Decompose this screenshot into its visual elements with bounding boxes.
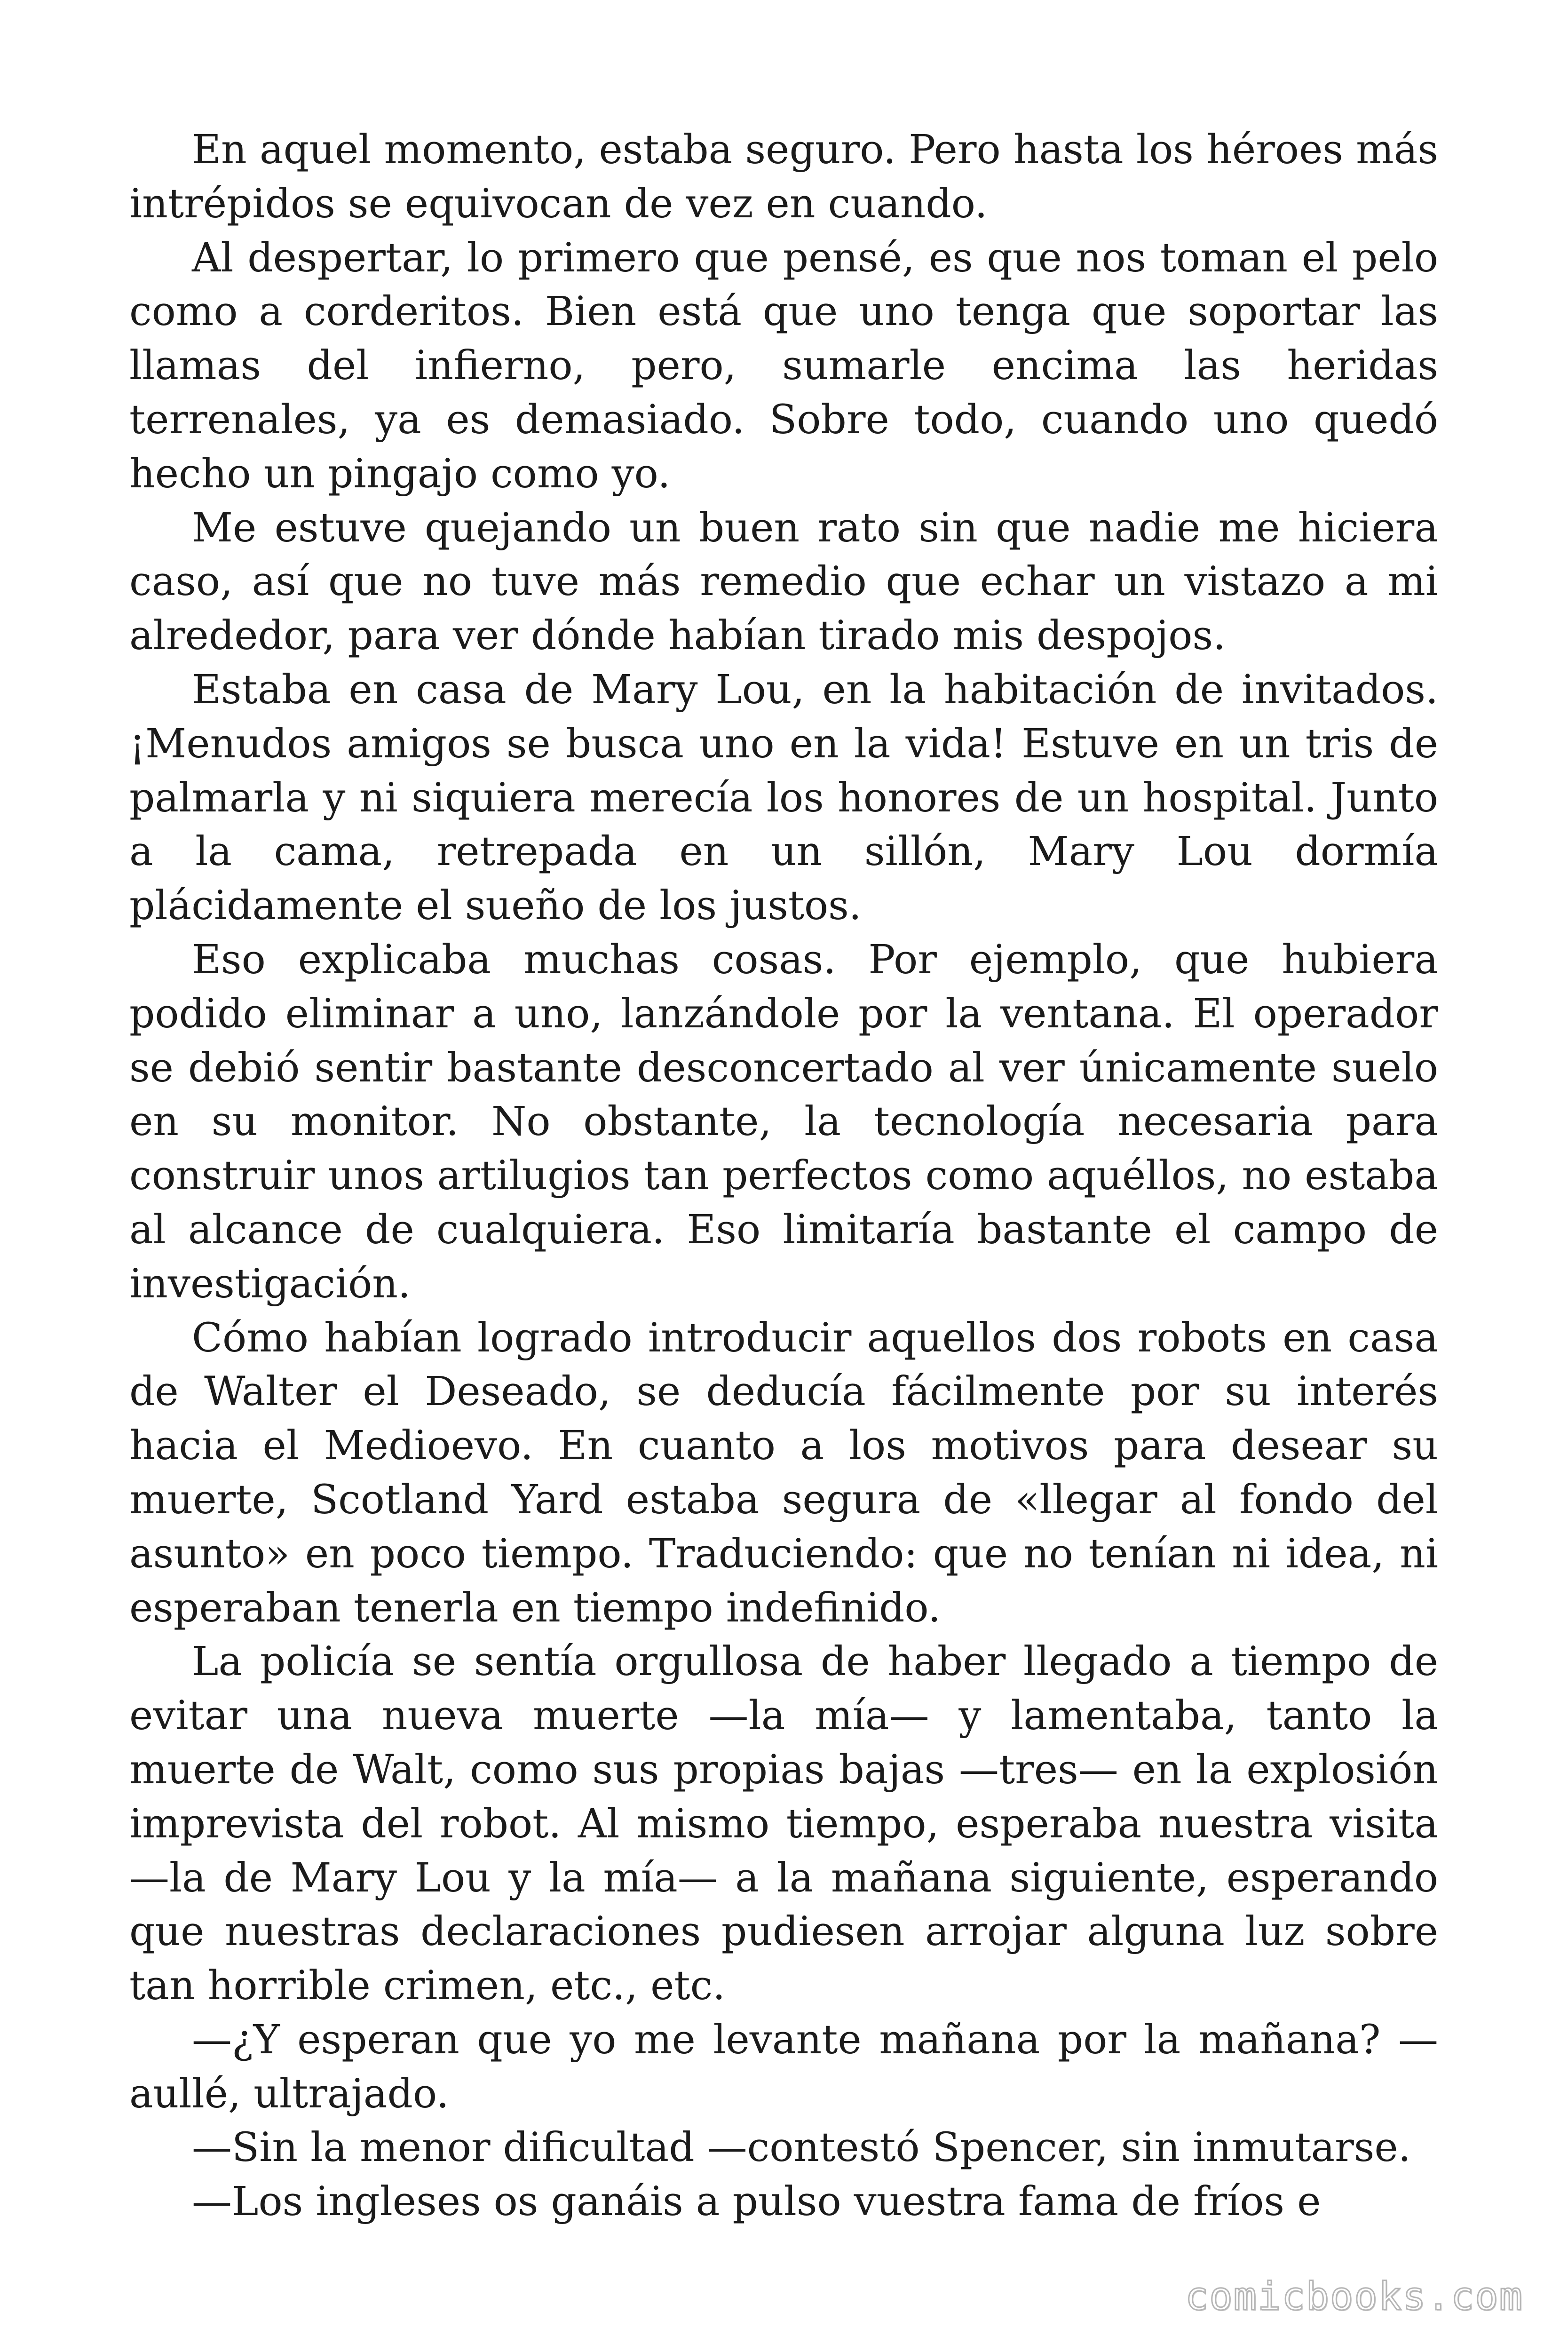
- paragraph: Al despertar, lo primero que pensé, es que nos toman el pelo como a corderitos. Bien está que uno tenga que soportar las llamas del infierno, pero, sumarle encima las heridas terrenales, ya es demasiado. Sobre todo, cuando uno quedó hecho un pingajo como yo.: [129, 234, 1438, 497]
- paragraph: —¿Y esperan que yo me levante mañana por la mañana? —aullé, ultrajado.: [129, 2016, 1438, 2117]
- paragraph: En aquel momento, estaba seguro. Pero hasta los héroes más intrépidos se equivocan de vez en cuando.: [129, 127, 1438, 227]
- page-body: [129, 123, 1438, 2229]
- paragraph: —Los ingleses os ganáis a pulso vuestra fama de fríos e: [192, 2178, 1321, 2225]
- watermark-text: comicbooks.com: [1185, 2274, 1523, 2319]
- paragraph: Estaba en casa de Mary Lou, en la habitación de invitados. ¡Menudos amigos se busca uno en la vida! Estuve en un tris de palmarla y ni siquiera merecía los honores de un hospital. Junto a la cama, retrepada en un sillón, Mary Lou dormía plácidamente el sueño de los justos.: [129, 666, 1438, 930]
- paragraph: Eso explicaba muchas cosas. Por ejemplo, que hubiera podido eliminar a uno, lanzándole por la ventana. El operador se debió sentir bastante desconcertado al ver únicamente suelo en su monitor. No obstante, la tecnología necesaria para construir unos artilugios tan perfectos como aquéllos, no estaba al alcance de cualquiera. Eso limitaría bastante el campo de investigación.: [129, 936, 1438, 1307]
- paragraph: La policía se sentía orgullosa de haber llegado a tiempo de evitar una nueva muerte —la mía— y lamentaba, tanto la muerte de Walt, como sus propias bajas —tres— en la explosión imprevista del robot. Al mismo tiempo, esperaba nuestra visita —la de Mary Lou y la mía— a la mañana siguiente, esperando que nuestras declaraciones pudiesen arrojar alguna luz sobre tan horrible crimen, etc., etc.: [129, 1638, 1438, 2010]
- paragraph: Cómo habían logrado introducir aquellos dos robots en casa de Walter el Deseado, se deducía fácilmente por su interés hacia el Medioevo. En cuanto a los motivos para desear su muerte, Scotland Yard estaba segura de «llegar al fondo del asunto» en poco tiempo. Traduciendo: que no tenían ni idea, ni esperaban tenerla en tiempo indefinido.: [129, 1314, 1438, 1631]
- paragraph: Me estuve quejando un buen rato sin que nadie me hiciera caso, así que no tuve más remedio que echar un vistazo a mi alrededor, para ver dónde habían tirado mis despojos.: [129, 504, 1438, 660]
- paragraph: —Sin la menor dificultad —contestó Spencer, sin inmutarse.: [192, 2124, 1411, 2171]
